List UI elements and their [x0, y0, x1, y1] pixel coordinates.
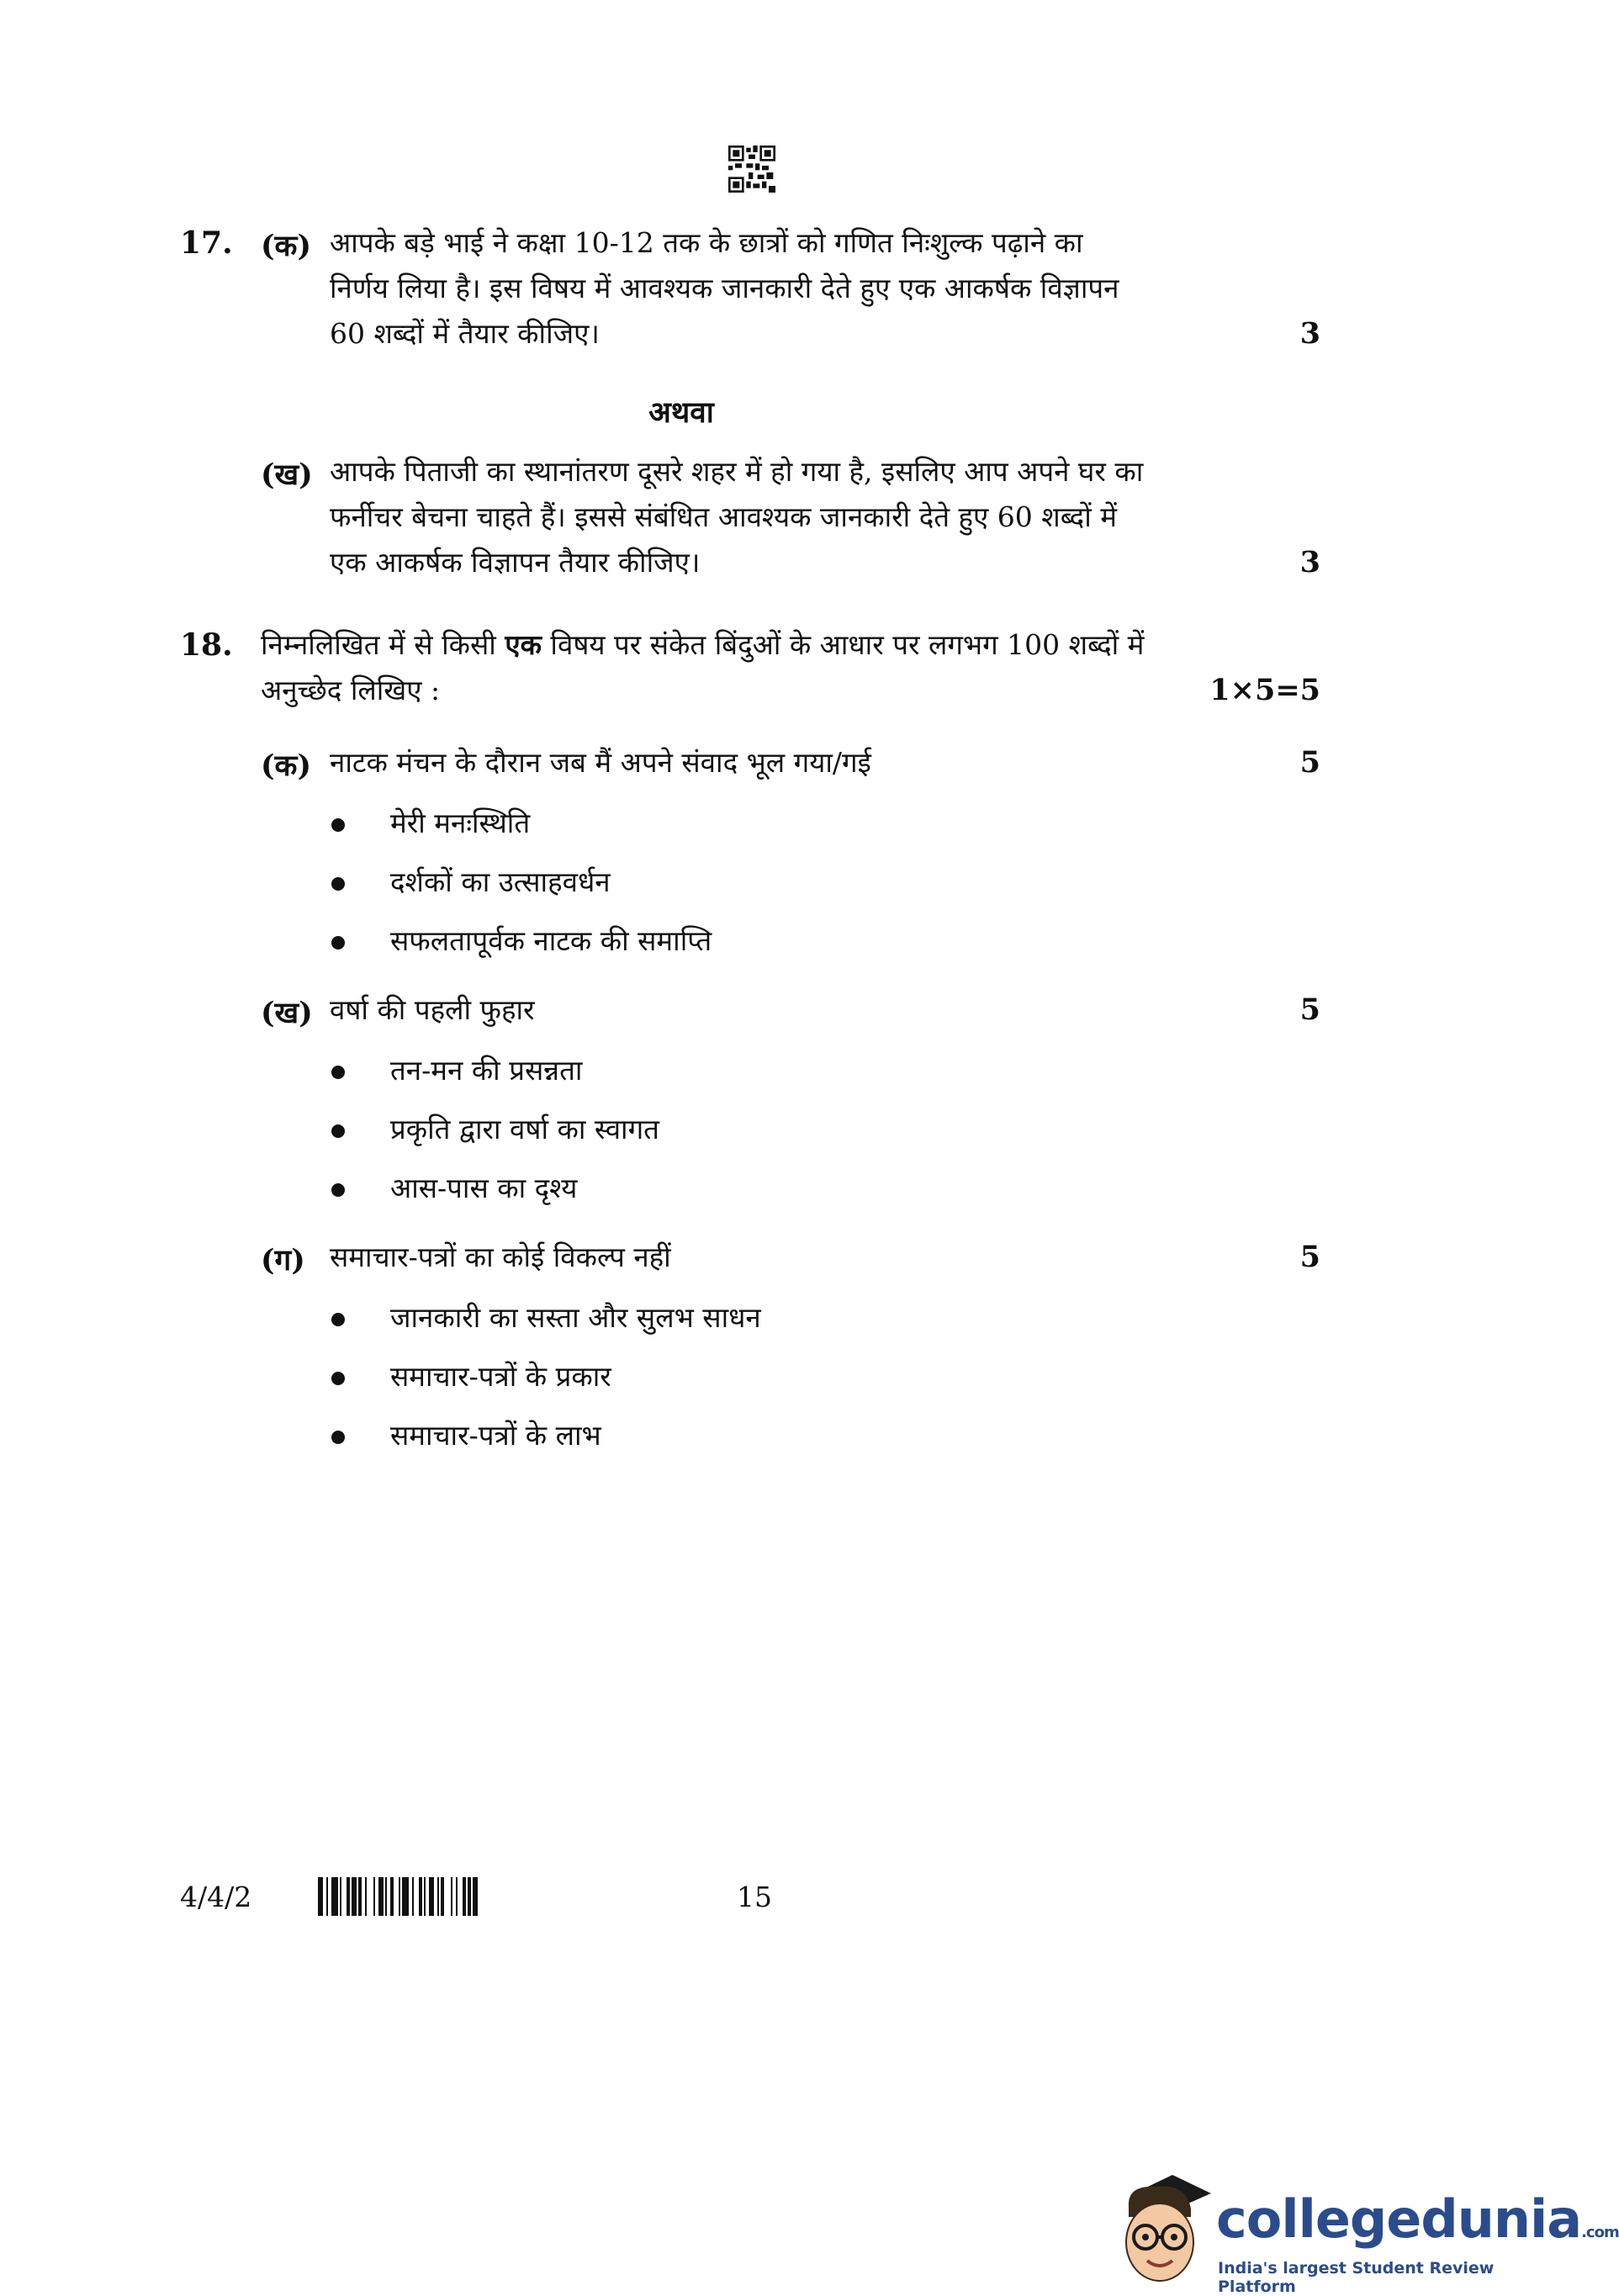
- q17-option-a-text: आपके बड़े भाई ने कक्षा 10-12 तक के छात्रों को गणित निःशुल्क पढ़ाने का निर्णय लिया है। इस विषय में आवश्यक जानकारी देते हुए एक आकर्षक विज्ञापन 60 शब्दों में तैयार कीजिए।: [330, 226, 1119, 350]
- q18-instruction: निम्नलिखित में से किसी एक विषय पर संकेत बिंदुओं के आधार पर लगभग 100 शब्दों में अनुच्छेद लिखिए :: [261, 628, 1145, 706]
- q17-option-b-label: (ख): [261, 458, 313, 492]
- logo-tagline: India's largest Student Review Platform: [1218, 2259, 1495, 2296]
- q17-or-separator: अथवा: [648, 395, 714, 430]
- q18-option-a-marks: 5: [1299, 745, 1320, 780]
- q17-option-b-text: आपके पिताजी का स्थानांतरण दूसरे शहर में हो गया है, इसलिए आप अपने घर का फर्नीचर बेचना चाहते हैं। इससे संबंधित आवश्यक जानकारी देते हुए 60 शब्दों में एक आकर्षक विज्ञापन तैयार कीजिए।: [330, 455, 1144, 579]
- barcode-icon: [318, 1877, 563, 1916]
- list-item: आस-पास का दृश्य: [331, 1167, 577, 1209]
- paper-code: 4/4/2: [180, 1881, 252, 1913]
- q18-option-c-label: (ग): [261, 1243, 305, 1278]
- page-number: 15: [737, 1881, 772, 1913]
- list-item: सफलतापूर्वक नाटक की समाप्ति: [331, 920, 712, 962]
- list-item: तन-मन की प्रसन्नता: [331, 1050, 582, 1092]
- student-mascot-icon: [1114, 2170, 1213, 2288]
- q18-option-c-title: समाचार-पत्रों का कोई विकल्प नहीं: [330, 1241, 671, 1273]
- collegedunia-logo: [1108, 2170, 1619, 2296]
- q18-marks: 1×5=5: [1209, 673, 1320, 707]
- list-item: जानकारी का सस्ता और सुलभ साधन: [331, 1297, 761, 1339]
- list-item: प्रकृति द्वारा वर्षा का स्वागत: [331, 1108, 659, 1151]
- logo-wordmark: collegedunia.com: [1216, 2188, 1619, 2250]
- q18-option-b-marks: 5: [1299, 992, 1320, 1027]
- q18-option-c-marks: 5: [1299, 1240, 1320, 1274]
- q17-option-a-label: (क): [261, 229, 312, 263]
- q18-option-a-title: नाटक मंचन के दौरान जब मैं अपने संवाद भूल गया/गई: [330, 746, 871, 779]
- list-item: दर्शकों का उत्साहवर्धन: [331, 861, 611, 903]
- q18-option-b-label: (ख): [261, 996, 313, 1030]
- list-item: समाचार-पत्रों के प्रकार: [331, 1356, 611, 1398]
- q18-option-b-title: वर्षा की पहली फुहार: [330, 993, 535, 1026]
- list-item: समाचार-पत्रों के लाभ: [331, 1415, 601, 1457]
- question-18-number: 18.: [180, 627, 233, 663]
- q18-emphasis: एक: [505, 628, 542, 661]
- q17-option-a-marks: 3: [1299, 316, 1320, 351]
- q17-option-b-marks: 3: [1299, 545, 1320, 579]
- question-17-number: 17.: [180, 225, 233, 261]
- q18-option-a-label: (क): [261, 749, 312, 783]
- list-item: मेरी मनःस्थिति: [331, 802, 530, 844]
- qr-code-icon: [728, 145, 775, 193]
